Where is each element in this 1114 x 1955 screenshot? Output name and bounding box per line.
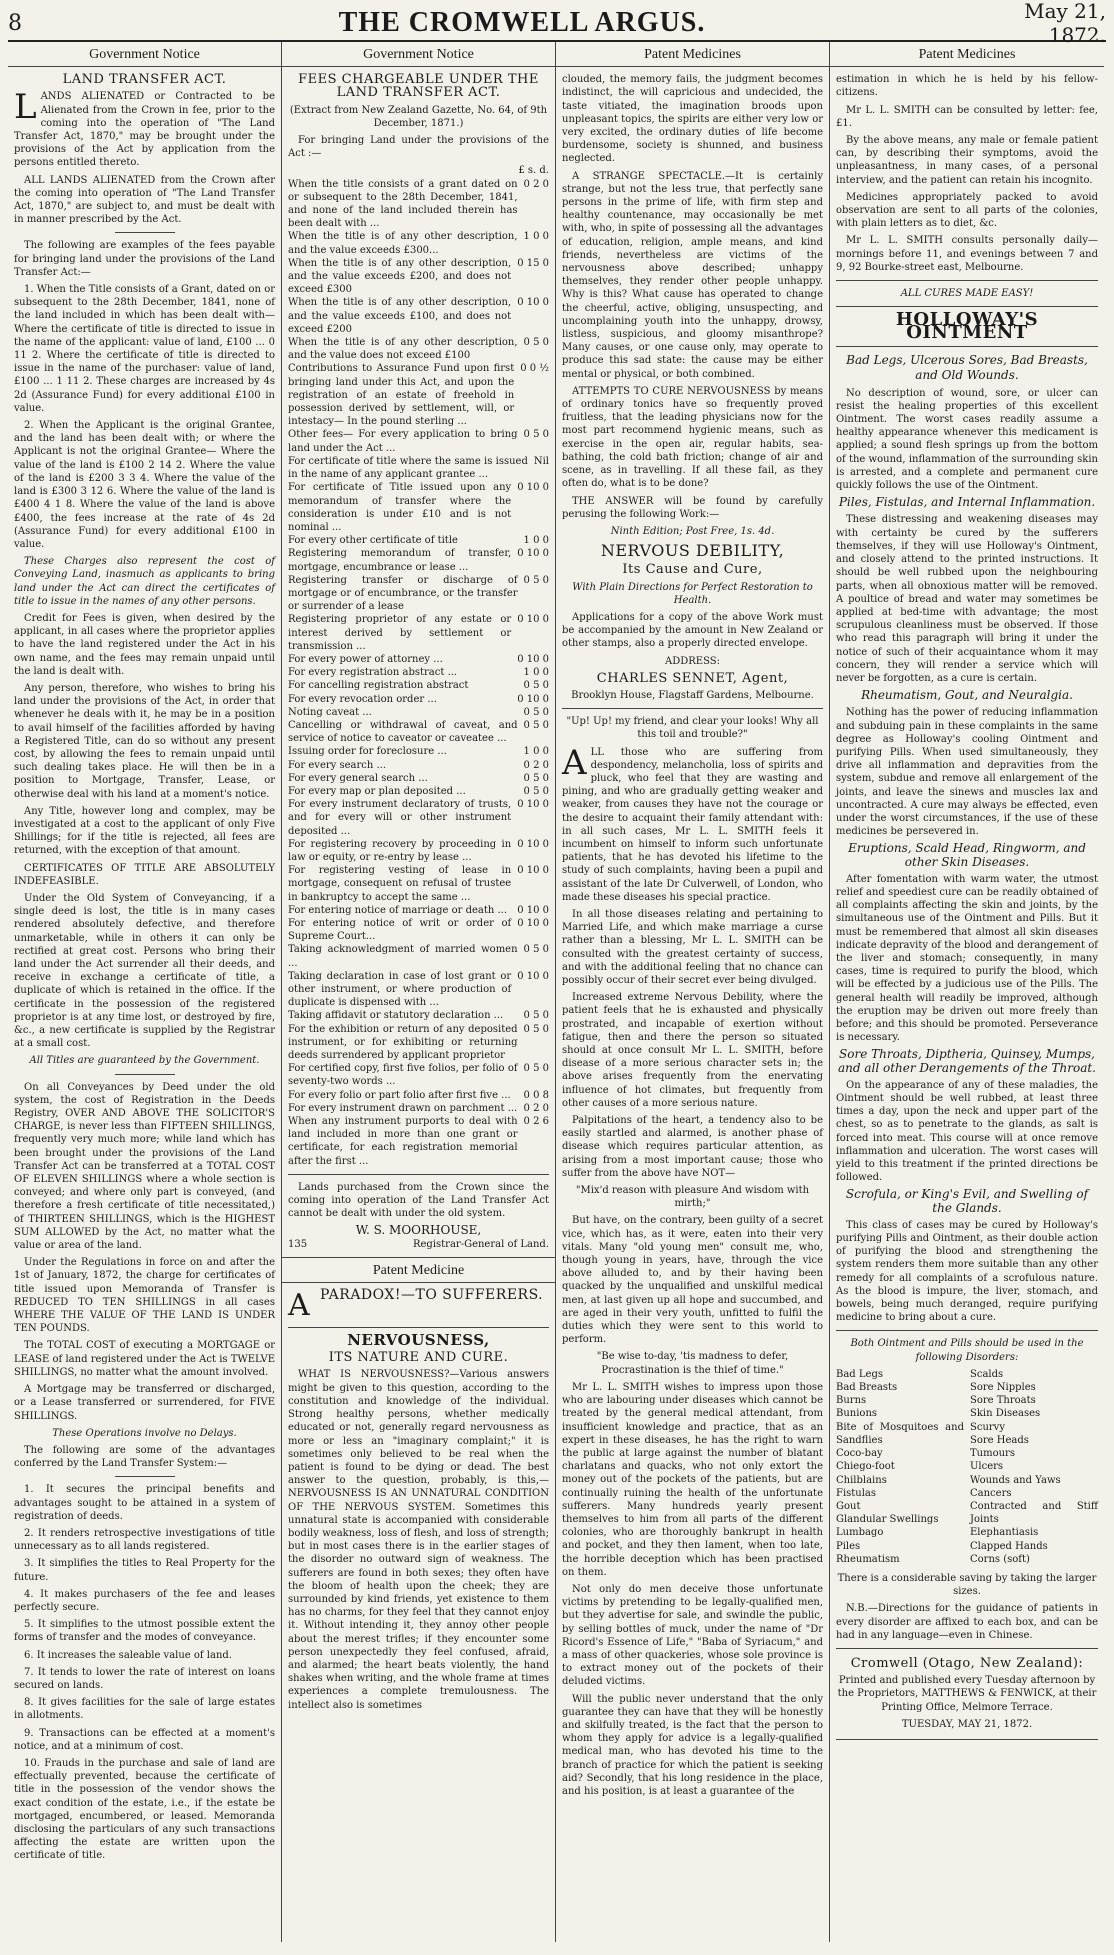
disorder-item: Sore Throats (970, 1395, 1036, 1407)
divider (115, 1476, 175, 1477)
divider (115, 232, 175, 233)
paragraph: Mr L. L. SMITH wishes to impress upon those who are labouring under diseases which cannot be treated by the general medical attendant, from insufficient knowledge and practice, that as an expert in these diseases, he has the right to warn the public at large against the number of blatant charlatans and quacks, who not only extort the money out of the pockets of the patients, but are continually ruining the health of the unfortunate sufferers. Many hundreds yearly present themselves to him from all parts of the different colonies, who are thoroughly bankrupt in health and pocket, and they then lament, when too late, the horrible deception which has been practised on them. (562, 1381, 823, 1578)
disorder-item: Bite of Mosquitoes and Sandflies (836, 1421, 964, 1446)
paragraph: Increased extreme Nervous Debility, where the patient feels that he is exhausted and physically prostrated, and incapable of exertion without fatigue, then and there the person so situated should at once consult Mr L. L. SMITH, before disease of a more serious character sets in; the above arises frequently from the enervating influence of hot climates, but frequently from other causes of a more serious nature. (562, 992, 823, 1109)
section-heading: Bad Legs, Ulcerous Sores, Bad Breasts, and Old Wounds. (846, 352, 1088, 382)
notice-number: 135 (288, 1238, 308, 1250)
paragraph: 2. When the Applicant is the original Grantee, and the land has been dealt with; or where the Applicant is not the original Grantee— Where the value of the land is £100 2 14 2. Where the value of the land is £200 3 3 4. Where the value of the land is £300 3 12 6. Where the value of the land is £400 4 1 8. Where the value of the land is above £400, the fees increase at the rate of 4s 2d (Assurance Fund) for every additional £100 in value. (14, 420, 275, 550)
agent-name: CHARLES SENNET, Agent, (596, 670, 789, 686)
notice-title: LAND TRANSFER ACT. (62, 72, 227, 88)
fee-row (288, 362, 549, 428)
fee-row (288, 1089, 549, 1102)
address-label: ADDRESS: (665, 655, 720, 667)
work-subtitle: Its Cause and Cure, (622, 562, 763, 578)
paragraph: The following are some of the advantages conferred by the Land Transfer System:— (14, 1444, 275, 1470)
fee-description: When the title is of any other description, and the value exceeds £300... (288, 231, 518, 256)
columns (8, 42, 1106, 1942)
disorder-item: Piles (836, 1540, 861, 1552)
column-3 (556, 42, 830, 1942)
issue-date: May 21, 1872. (1024, 0, 1106, 47)
paragraph: CERTIFICATES OF TITLE ARE ABSOLUTELY INDEFEASIBLE. (14, 862, 275, 887)
list-item: 9. Transactions can be effected at a moment's notice, and at a minimum of cost. (14, 1727, 275, 1752)
paragraph: Under the Old System of Conveyancing, if a single deed is lost, the title is in many cases rendered absolutely defective, and therefore unmarketable, while in others it can only be rectified at great cost. Persons who bring their land under the Act surrender all their deeds, and receive in exchange a certificate of title, a duplicate of which is retained in the office. If the certificate in the possession of the registered proprietor is at any time lost, or destroyed by fire, &c., a new certificate is supplied by the Registrar at a small cost. (14, 892, 275, 1050)
paper-title: THE CROMWELL ARGUS. (338, 7, 706, 38)
fee-amount: 0 5 0 (523, 1010, 549, 1022)
fee-amount: 0 10 0 (517, 693, 549, 705)
fee-row (288, 574, 549, 614)
fee-row (288, 547, 549, 573)
list-item: 6. It increases the saleable value of land. (24, 1649, 232, 1661)
fee-description: Other fees— For every application to bring land under the Act ... (288, 429, 518, 454)
paragraph: A Mortgage may be transferred or discharged, or a Lease transferred or surrendered, for FIVE SHILLINGS. (14, 1384, 275, 1422)
fee-description: For every other certificate of title (288, 535, 458, 547)
fee-description: For every registration abstract ... (288, 667, 458, 679)
paragraph: Any Title, however long and complex, may be investigated at a cost to the applicant of only Five Shillings; for if the title is rejected, all fees are returned, with the exception of that amount. (14, 805, 275, 857)
paragraph: For bringing Land under the provisions of the Act :— (288, 135, 549, 160)
section-heading: Piles, Fistulas, and Internal Inflammation. (838, 495, 1096, 510)
paragraph: The TOTAL COST of executing a MORTGAGE or LEASE of land registered under the Act is TWELVE SHILLINGS, no matter what the amount involved. (14, 1340, 275, 1378)
paradox-text: PARADOX!—TO SUFFERERS. (320, 1287, 544, 1304)
fee-row (288, 653, 549, 666)
fee-amount: 0 10 0 (517, 548, 549, 560)
disorder-item: Cancers (970, 1487, 1012, 1499)
fee-amount: 0 5 0 (523, 337, 549, 349)
section-heading: Sore Throats, Diptheria, Quinsey, Mumps, and all other Derangements of the Throat. (837, 1047, 1096, 1075)
paragraph: 1. When the Title consists of a Grant, dated on or subsequent to the 28th December, 1841, none of the land included in which has been dealt with— Where the certificate of title is directed to issue in the name of the applicant: value of land, £100 ... 0 11 2. Where the certificate of title is directed to issue in the name of the purchaser: value of land, £100 ... 1 11 2. These charges are increased by 4s 2d (Assurance Fund) for every additional £100 in value. (14, 284, 275, 414)
paradox-title (288, 1287, 549, 1324)
disorder-item: Tumours (970, 1448, 1015, 1460)
fee-description: Registering memorandum of transfer, mortgage, encumbrance or lease ... (288, 548, 512, 573)
fee-amount: 0 10 0 (517, 614, 549, 626)
fee-description: For the exhibition or return of any deposited instrument, or for exhibiting or returning deeds surrendered by applicant proprietor (288, 1023, 518, 1062)
fee-row (288, 719, 549, 745)
masthead (8, 0, 1106, 47)
fee-row (288, 1062, 549, 1088)
fee-description: For every folio or part folio after first five ... (288, 1089, 511, 1101)
fee-description: Noting caveat ... (288, 706, 372, 718)
quote: "Be wise to-day, 'tis madness to defer, Procrastination is the thief of time." (596, 1351, 789, 1376)
fee-description: For cancelling registration abstract (288, 680, 469, 692)
paragraph: On all Conveyances by Deed under the old system, the cost of Registration in the Deeds Registry, OVER AND ABOVE THE SOLICITOR'S CHARGE, is never less than FIFTEEN SHILLINGS, frequently very much more; while land which has been brought under the provisions of the Land Transfer Act can be transferred at a TOTAL COST OF ELEVEN SHILLINGS where a whole section is conveyed; and where only part is conveyed, (and therefore a fresh certificate of title necessitated,) of THIRTEEN SHILLINGS, which is the HIGHEST SUM ALLOWED by the Act, no matter what the value or area of the land. (14, 1081, 275, 1252)
drop-cap: L (14, 87, 37, 128)
paragraph: A STRANGE SPECTACLE.—It is certainly strange, but not the less true, that perfectly sane persons in the prime of life, with firm step and healthy countenance, may occasionally be met with, who, in spite of possessing all the advantages of education, religion, ample means, and kind friends, nevertheless are victims of the nervousness above described; unhappy themselves, they render other people unhappy. Why is this? What cause has operated to change the cheerful, active, obliging, unsuspecting, and uncomplaining youth into the unhappy, drowsy, listless, suspicious, and gloomy misanthrope? Many causes, or one cause only, may operate to produce this sad state: the cause may be either mental or physical, or both combined. (562, 170, 823, 380)
fee-description: Taking acknowledgment of married women ... (288, 944, 518, 969)
disorder-item: Corns (soft) (970, 1553, 1030, 1565)
fee-amount: 0 2 0 (523, 1102, 549, 1114)
fee-amount: 0 5 0 (523, 680, 549, 692)
disorders-right (970, 1368, 1098, 1566)
imprint (836, 1648, 1098, 1740)
disorder-item: Chiego-foot (836, 1461, 895, 1473)
column-2 (282, 42, 556, 1942)
fee-description: For certificate of Title issued upon any memorandum of transfer where the consideration is under £10 and is not nominal ... (288, 482, 512, 533)
fee-description: For certified copy, first five folios, per folio of seventy-two words ... (288, 1063, 518, 1088)
divider (115, 1074, 175, 1075)
fee-amount: 1 0 0 (523, 746, 549, 758)
disorder-item: Ulcers (970, 1461, 1004, 1473)
imprint-title: Cromwell (Otago, New Zealand): (850, 1655, 1084, 1671)
paragraph: After fomentation with warm water, the utmost relief and speediest cure can be readily obtained of all complaints affecting the skin and joints, by the simultaneous use of the Ointment and Pills. But it must be remembered that almost all skin diseases indicate depravity of the blood and derangement of the liver and stomach; consequently, in many cases, time is required to purify the blood, which will be effected by a judicious use of the Pills. The general health will readily be improved, although the eruption may be driven out more freely than before; and this should be promoted. Perseverance is necessary. (836, 873, 1098, 1044)
fee-row (288, 1102, 549, 1115)
signature: W. S. MOORHOUSE, (355, 1223, 482, 1238)
money-units: £ s. d. (518, 165, 549, 177)
notice-title: FEES CHARGEABLE UNDER THE LAND TRANSFER ACT. (298, 72, 539, 101)
lead-text: ANDS ALIENATED or Contracted to be Alienated from the Crown in fee, prior to the coming into the operation of "The Land Transfer Act, 1870," may be brought under the provisions of the Act by application from the persons entitled thereto. (14, 91, 275, 169)
paragraph: clouded, the memory fails, the judgment becomes indistinct, the will capricious and undecided, the taste vitiated, the imagination broods upon unpleasant topics, the spirits are either very low or very excited, the ordinary duties of life become burdensome, society is shunned, and business neglected. (562, 74, 823, 165)
fee-amount: 0 10 0 (517, 918, 549, 929)
column-heading-2: Patent Medicine (282, 1257, 555, 1283)
fee-description: For every map or plan deposited ... (288, 785, 466, 797)
fee-description: When the title is of any other description, and the value exceeds £100, and does not exceed £200 (288, 297, 512, 335)
quote: "Up! Up! my friend, and clear your looks! Why all this toil and trouble?" (566, 716, 819, 741)
paragraph: These Charges also represent the cost of Conveying Land, inasmuch as applicants to bring land under the Act can direct the certificates of title to issue in the names of any other persons. (14, 556, 275, 607)
list-item: 1. It secures the principal benefits and advantages sought to be attained in a system of registration of deeds. (14, 1484, 275, 1522)
nervousness-title: NERVOUSNESS, (347, 1331, 490, 1350)
divider (836, 1330, 1098, 1331)
fee-row (288, 759, 549, 772)
fee-amount: 1 0 0 (523, 535, 549, 547)
fee-description: Cancelling or withdrawal of caveat, and service of notice to caveator or caveatee ... (288, 719, 518, 745)
fee-row (288, 428, 549, 454)
paragraph: Mr L. L. SMITH can be consulted by letter: fee, £1. (836, 104, 1098, 129)
fee-description: For entering notice of writ or order of Supreme Court... (288, 918, 512, 943)
lead-paragraph (14, 87, 275, 169)
fee-description: For every search ... (288, 759, 387, 771)
advantages-list (14, 1483, 275, 1862)
fee-amount: 0 10 0 (517, 799, 549, 811)
edition-line: Ninth Edition; Post Free, 1s. 4d. (610, 525, 775, 537)
list-item: 2. It renders retrospective investigations of title unnecessary as to all lands registered. (14, 1527, 275, 1553)
paragraph: Not only do men deceive those unfortunate victims by pretending to be legally-qualified men, but they advertise for sale, and swindle the public, by selling bottles of muck, under the name of "Dr Ricord's Essence of Life," "Baba of Syriacum," and a mass of other quackeries, whose sole province is to extract money out of the pockets of their deluded victims. (562, 1583, 823, 1688)
lead-text: LL those who are suffering from despondency, melancholia, loss of spirits and pluck, who feel that they are wasting and pining, and who are gradually getting weaker and weaker, from causes they have not the courage or the desire to acquaint their family attendant with: in all such cases, Mr L. L. SMITH feels it incumbent on himself to inform such unfortunate patients, that he has devoted his lifetime to the study of such complaints, having been a pupil and assistant of the late Dr Culverwell, of London, who made these diseases his special practice. (562, 746, 823, 903)
fee-amount: 0 10 0 (517, 904, 549, 916)
paragraph: Lands purchased from the Crown since the coming into operation of the Land Transfer Act cannot be dealt with under the old system. (288, 1181, 549, 1220)
disorder-item: Clapped Hands (970, 1540, 1048, 1552)
fee-row (288, 904, 549, 917)
fee-amount: 0 5 0 (523, 429, 549, 441)
fee-description: For every instrument declaratory of trusts, and for every will or other instrument deposited ... (288, 799, 512, 837)
paragraph: These Operations involve no Delays. (52, 1427, 237, 1439)
fee-description: When the title consists of a grant dated on or subsequent to the 28th December, 1841, and none of the land included therein has been dealt with ... (288, 178, 518, 230)
paragraph: ATTEMPTS TO CURE NERVOUSNESS by means of ordinary tonics have so frequently proved fruitless, that the leading physicians now for the most part recommend hygienic means, such as exercise in the open air, regular habits, sea-bathing, the cold bath friction; change of air and scene, as in travelling. If all these fail, as they often do, what is to be done? (562, 385, 823, 490)
divider (562, 708, 823, 709)
fee-amount: 0 2 0 (523, 178, 549, 190)
fee-amount: 0 5 0 (523, 574, 549, 586)
agent-address: Brooklyn House, Flagstaff Gardens, Melbourne. (571, 689, 814, 701)
fee-row (288, 706, 549, 719)
fee-amount: 0 0 ½ (520, 363, 549, 375)
fee-description: Taking declaration in case of lost grant or other instrument, or where production of duplicate is dispensed with ... (288, 970, 512, 1009)
fee-description: Issuing order for foreclosure ... (288, 746, 447, 758)
page-number: 8 (8, 10, 22, 36)
fee-row (288, 917, 549, 943)
list-item: 7. It tends to lower the rate of interest on loans secured on lands. (14, 1666, 275, 1691)
fee-amount: 1 0 0 (523, 667, 549, 679)
fee-amount: 0 10 0 (517, 653, 549, 665)
nervousness-subtitle: ITS NATURE AND CURE. (328, 1350, 509, 1366)
disorder-item: Burns (836, 1395, 867, 1407)
fee-amount: Nil (533, 455, 549, 467)
paragraph: By the above means, any male or female patient can, by describing their symptoms, avoid the unpleasantness, in many cases, of a personal interview, and the patient can retain his incognito. (836, 135, 1098, 186)
fee-row (288, 178, 549, 231)
fee-description: For every revocation order ... (288, 693, 437, 705)
paragraph: WHAT IS NERVOUSNESS?—Various answers might be given to this question, according to the constitution and knowledge of the individual. Strong healthy persons, whether medically educated or not, generally regard nervousness as more or less an "imaginary complaint;" it is sometimes only believed to be real when the patient is found to be dying or dead. The best answer to the question, probably, is this,— NERVOUSNESS IS AN UNNATURAL CONDITION OF THE NERVOUS SYSTEM. Sometimes this unnatural state is accompanied with considerable bodily weakness, loss of flesh, and loss of strength; but in most cases there is in the earlier stages of the disorder no outward sign of weakness. The sufferers are found in both sexes; they often have the bloom of health upon the cheek; they are surrounded by kind friends, yet existence to them has no charms, for they feel that they cannot enjoy it. Without intending it, they annoy other people about the merest trifles; if they encounter some person unexpectedly they feel confused, afraid, and alarmed; the heart beats violently, the hand shakes when writing, and the whole frame at times experiences a complete tremulousness. The intellect also is sometimes (288, 1369, 549, 1711)
fee-row (288, 1115, 549, 1168)
disorder-item: Bad Breasts (836, 1382, 898, 1394)
imprint-date: TUESDAY, MAY 21, 1872. (901, 1718, 1033, 1730)
fee-amount: 0 10 0 (517, 838, 549, 850)
drop-cap: A (288, 1288, 311, 1324)
fee-row (288, 1023, 549, 1063)
fee-row (288, 864, 549, 904)
paragraph: No description of wound, sore, or ulcer can resist the healing properties of this excellent Ointment. The worst cases readily assume a healthy appearance whenever this medicament is applied; a sound flesh springs up from the bottom of the wound, inflammation of the surrounding skin is arrested, and a complete and permanent cure quickly follows the use of the Ointment. (836, 387, 1098, 492)
nb-note: N.B.—Directions for the guidance of patients in every disorder are affixed to each box, and can be had in any language—even in Chinese. (836, 1603, 1098, 1641)
paragraph: On the appearance of any of these maladies, the Ointment should be well rubbed, at least three times a day, upon the neck and upper part of the chest, so as to penetrate to the glands, as salt is forced into meat. This course will at once remove inflammation and ulceration. The worst cases will yield to this treatment if the printed directions be followed. (836, 1079, 1098, 1184)
fee-row (288, 257, 549, 297)
cures-line: ALL CURES MADE EASY! (900, 288, 1034, 300)
divider (288, 1327, 549, 1328)
fee-amount: 0 10 0 (517, 297, 549, 309)
fee-amount: 0 10 0 (517, 865, 549, 877)
disorder-item: Chilblains (836, 1474, 887, 1486)
section-heading: Eruptions, Scald Head, Ringworm, and other Skin Diseases. (848, 841, 1086, 869)
fee-row (288, 481, 549, 534)
fee-row (288, 336, 549, 362)
holloway-title: HOLLOWAY'S OINTMENT (895, 309, 1039, 344)
fee-amount: 0 5 0 (523, 1023, 549, 1035)
disorder-item: Elephantiasis (970, 1527, 1039, 1539)
paragraph: THE ANSWER will be found by carefully perusing the following Work:— (562, 495, 823, 520)
disorder-item: Contracted and Stiff Joints (970, 1500, 1098, 1526)
paragraph: The following are examples of the fees payable for bringing land under the provisions of the Land Transfer Act:— (14, 240, 275, 278)
paragraph: In all those diseases relating and pertaining to Married Life, and which make marriage a curse rather than a blessing, Mr L. L. SMITH can be consulted with the greatest certainty of success, and with the additional feeling that no chance can possibly occur of their secret ever being divulged. (562, 908, 823, 986)
paragraph: Medicines appropriately packed to avoid observation are sent to all parts of the colonies, with plain letters as to diet, &c. (836, 191, 1098, 230)
list-item: 4. It makes purchasers of the fee and leases perfectly secure. (14, 1588, 275, 1613)
fee-description: For every instrument drawn on parchment ... (288, 1102, 518, 1114)
fee-table (288, 178, 549, 1168)
column-heading: Government Notice (8, 42, 281, 67)
fee-row (288, 613, 549, 653)
fee-description: When the title is of any other description, and the value does not exceed £100 (288, 337, 518, 362)
fee-description: Registering proprietor of any estate or interest derived by settlement or transmission ... (288, 614, 512, 652)
fee-row (288, 679, 549, 692)
work-title: NERVOUS DEBILITY, (600, 541, 785, 561)
divider (288, 1174, 549, 1175)
fee-amount: 0 5 0 (523, 785, 549, 797)
list-item: 8. It gives facilities for the sale of large estates in allotments. (14, 1697, 275, 1722)
fee-row (288, 943, 549, 969)
disorder-item: Sore Nipples (970, 1382, 1036, 1394)
signature-title: Registrar-General of Land. (412, 1238, 549, 1250)
fee-amount: 0 5 0 (523, 706, 549, 718)
disorder-item: Scurvy (970, 1421, 1005, 1433)
fee-amount: 0 10 0 (517, 482, 549, 494)
section-heading: Rheumatism, Gout, and Neuralgia. (861, 688, 1073, 703)
paragraph: But have, on the contrary, been guilty of a secret vice, which has, as it were, eaten into their very vitals. Many "old young men" consult me, who, though young in years, have, through the vice above alluded to, and by their having been quacked by the unqualified and unskilful medical men, at last given up all hope and succumbed, and are aged in their very youth, unfitted to fulfil the duties which they were sent to this world to perform. (562, 1215, 823, 1346)
work-subtitle-2: With Plain Directions for Perfect Restoration to Health. (572, 581, 813, 606)
list-item: 5. It simplifies to the utmost possible extent the forms of transfer and the modes of conveyance. (14, 1619, 275, 1644)
fee-row (288, 798, 549, 838)
fee-row (288, 693, 549, 706)
disorders-left (836, 1368, 964, 1566)
paragraph: This class of cases may be cured by Holloway's purifying Pills and Ointment, as their double action of purifying the blood and strengthening the system renders them more suitable than any other remedy for all complaints of a scrofulous nature. As the blood is impure, the liver, stomach, and bowels, being much deranged, require purifying medicine to bring about a cure. (836, 1219, 1098, 1324)
fee-row (288, 230, 549, 256)
fee-amount: 0 0 8 (523, 1089, 549, 1101)
column-heading: Patent Medicines (556, 42, 829, 67)
fee-description: For registering vesting of lease in mortgage, consequent on refusal of trustee in bankruptcy to accept the same ... (288, 865, 512, 903)
fee-description: For entering notice of marriage or death ... (288, 904, 508, 916)
fee-row (288, 785, 549, 798)
divider (836, 306, 1098, 307)
fee-description: When any instrument purports to deal with land included in more than one grant or certificate, for each registration memorial after the first ... (288, 1116, 518, 1167)
paragraph: Applications for a copy of the above Work must be accompanied by the amount in New Zealand or other stamps, also a properly directed envelope. (562, 611, 823, 650)
paragraph: Mr L. L. SMITH consults personally daily—mornings before 11, and evenings between 7 and 9, 92 Bourke-street east, Melbourne. (836, 235, 1098, 273)
fee-row (288, 772, 549, 785)
disorder-item: Lumbago (836, 1527, 884, 1539)
quote: "Mix'd reason with pleasure And wisdom with mirth;" (575, 1185, 810, 1210)
list-item: 10. Frauds in the purchase and sale of land are effectually prevented, because the certificate of title in the possession of the vendor shows the exact condition of the estate, i.e., if the estate be mortgaged, encumbered, or leased. Memoranda disclosing the particulars of any such transactions affecting the estate are written upon the certificate of title. (14, 1757, 275, 1862)
column-heading: Government Notice (282, 42, 555, 67)
paragraph: ALL LANDS ALIENATED from the Crown after the coming into operation of "The Land Transfer Act, 1870," are subject to, and must be dealt with in manner prescribed by the Act. (14, 174, 275, 226)
paragraph: Any person, therefore, who wishes to bring his land under the provisions of the Act, in order that whenever he deals with it, he may be in a position to avail himself of the facilities afforded by having a Registered Title, can do so without any present cost, by allowing the fees to remain unpaid until such dealing takes place. He will then be in a position to Mortgage, Transfer, Lease, or otherwise deal with his land at a moment's notice. (14, 682, 275, 800)
fee-amount: 0 5 0 (523, 772, 549, 784)
disorder-item: Fistulas (836, 1487, 877, 1499)
fee-description: Taking affidavit or statutory declaration ... (288, 1010, 504, 1022)
disorders-list (836, 1368, 1098, 1566)
disorder-item: Bad Legs (836, 1368, 883, 1380)
fee-description: Contributions to Assurance Fund upon first bringing land under this Act, and upon the registration of an estate of freehold in possession derived by settlement, will, or intestacy— In the pound sterling ... (288, 363, 515, 428)
fee-amount: 0 10 0 (517, 970, 549, 982)
fee-amount: 1 0 0 (523, 231, 549, 243)
fee-amount: 0 5 0 (523, 944, 549, 956)
imprint-text: Printed and published every Tuesday afternoon by the Proprietors, MATTHEWS & FENWICK, at their Printing Office, Melmore Terrace. (837, 1675, 1097, 1713)
disorder-item: Rheumatism (836, 1553, 900, 1565)
fee-description: For certificate of title where the same is issued in the name of any applicant grantee ... (288, 455, 528, 481)
disorders-heading: Both Ointment and Pills should be used in the following Disorders: (850, 1338, 1084, 1363)
paragraph: All Titles are guaranteed by the Government. (29, 1055, 260, 1067)
gazette-extract: (Extract from New Zealand Gazette, No. 64, of 9th December, 1871.) (289, 104, 548, 129)
paragraph: Nothing has the power of reducing inflammation and subduing pain in these complaints in the same degree as Holloway's cooling Ointment and purifying Pills. When used simultaneously, they drive all inflammation and depravities from the system, subdue and remove all enlargement of the joints, and leave the sinews and muscles lax and uncontracted. A cure may always be effected, even under the worst circumstances, if the use of these medicines be persevered in. (836, 707, 1098, 838)
fee-amount: 0 15 0 (517, 257, 549, 269)
disorder-item: Coco-bay (836, 1448, 883, 1460)
fee-description: Registering transfer or discharge of mortgage or of encumbrance, or the transfer or surrender of a lease (288, 574, 518, 613)
disorder-item: Gout (836, 1500, 861, 1512)
fee-amount: 0 5 0 (523, 719, 549, 731)
disorder-item: Scalds (970, 1368, 1004, 1380)
saving-note: There is a considerable saving by taking the larger sizes. (837, 1572, 1097, 1598)
divider (836, 346, 1098, 347)
disorder-item: Bunions (836, 1408, 878, 1420)
disorder-item: Skin Diseases (970, 1408, 1041, 1420)
column-heading: Patent Medicines (830, 42, 1104, 67)
paragraph: Palpitations of the heart, a tendency also to be easily startled and alarmed, is another phase of disease which requires particular attention, as arising from a most important cause; those who suffer from the above have NOT— (562, 1115, 823, 1179)
divider (836, 280, 1098, 281)
fee-row (288, 455, 549, 481)
money-heading (288, 164, 549, 177)
fee-description: For registering recovery by proceeding in law or equity, or re-entry by lease ... (288, 838, 512, 863)
disorder-item: Sore Heads (970, 1434, 1029, 1446)
paragraph: Credit for Fees is given, when desired by the applicant, in all cases where the proprietor applies to have the land registered under the Act in his own name, and the fees may remain unpaid until the land is dealt with. (14, 612, 275, 677)
disorder-item: Glandular Swellings (836, 1514, 939, 1526)
fee-amount: 0 5 0 (523, 1063, 549, 1075)
fee-amount: 0 2 0 (523, 759, 549, 771)
drop-cap: A (562, 742, 587, 783)
fee-row (288, 745, 549, 758)
fee-row (288, 534, 549, 547)
column-4 (830, 42, 1104, 1942)
paragraph: estimation in which he is held by his fellow-citizens. (836, 74, 1098, 99)
paragraph: These distressing and weakening diseases may with certainty be cured by the sufferers themselves, if they will use Holloway's Ointment, and closely attend to the printed instructions. It should be well rubbed upon the neighbouring parts, when all obnoxious matter will be removed. A poultice of bread and water may sometimes be applied at bed-time with advantage; the most scrupulous cleanliness must be observed. If those who read this paragraph will bring it under the notice of such of their acquaintance whom it may concern, they will render a service which will never be forgotten, as a cure is certain. (836, 514, 1098, 684)
paragraph: Will the public never understand that the only guarantee they can have that they will be honestly and skilfully treated, is the fact that the person to whom they apply for advice is a legally-qualified medical man, who has devoted his time to the branch of practice for which the patient is seeking aid? Secondly, that his long residence in the place, and his position, is at least a guarantee of the (562, 1693, 823, 1797)
fee-row (288, 1009, 549, 1022)
column-1 (8, 42, 282, 1942)
fee-row (288, 666, 549, 679)
fee-description: When the title is of any other description, and the value exceeds £200, and does not exceed £300 (288, 257, 512, 296)
fee-description: For every power of attorney ... (288, 653, 443, 665)
fee-description: For every general search ... (288, 772, 428, 784)
section-heading: Scrofula, or King's Evil, and Swelling of the Glands. (845, 1187, 1089, 1215)
fee-row (288, 296, 549, 336)
fee-row (288, 970, 549, 1010)
fee-amount: 0 2 6 (523, 1116, 549, 1128)
signature-line (288, 1238, 549, 1251)
paragraph: Under the Regulations in force on and after the 1st of January, 1872, the charge for certificates of title issued upon Memoranda of Transfer is REDUCED TO TEN SHILLINGS in all cases WHERE THE VALUE OF THE LAND IS UNDER TEN POUNDS. (14, 1257, 275, 1335)
lead-paragraph (562, 742, 823, 904)
fee-row (288, 838, 549, 864)
disorder-item: Wounds and Yaws (970, 1474, 1061, 1486)
list-item: 3. It simplifies the titles to Real Property for the future. (14, 1558, 275, 1583)
